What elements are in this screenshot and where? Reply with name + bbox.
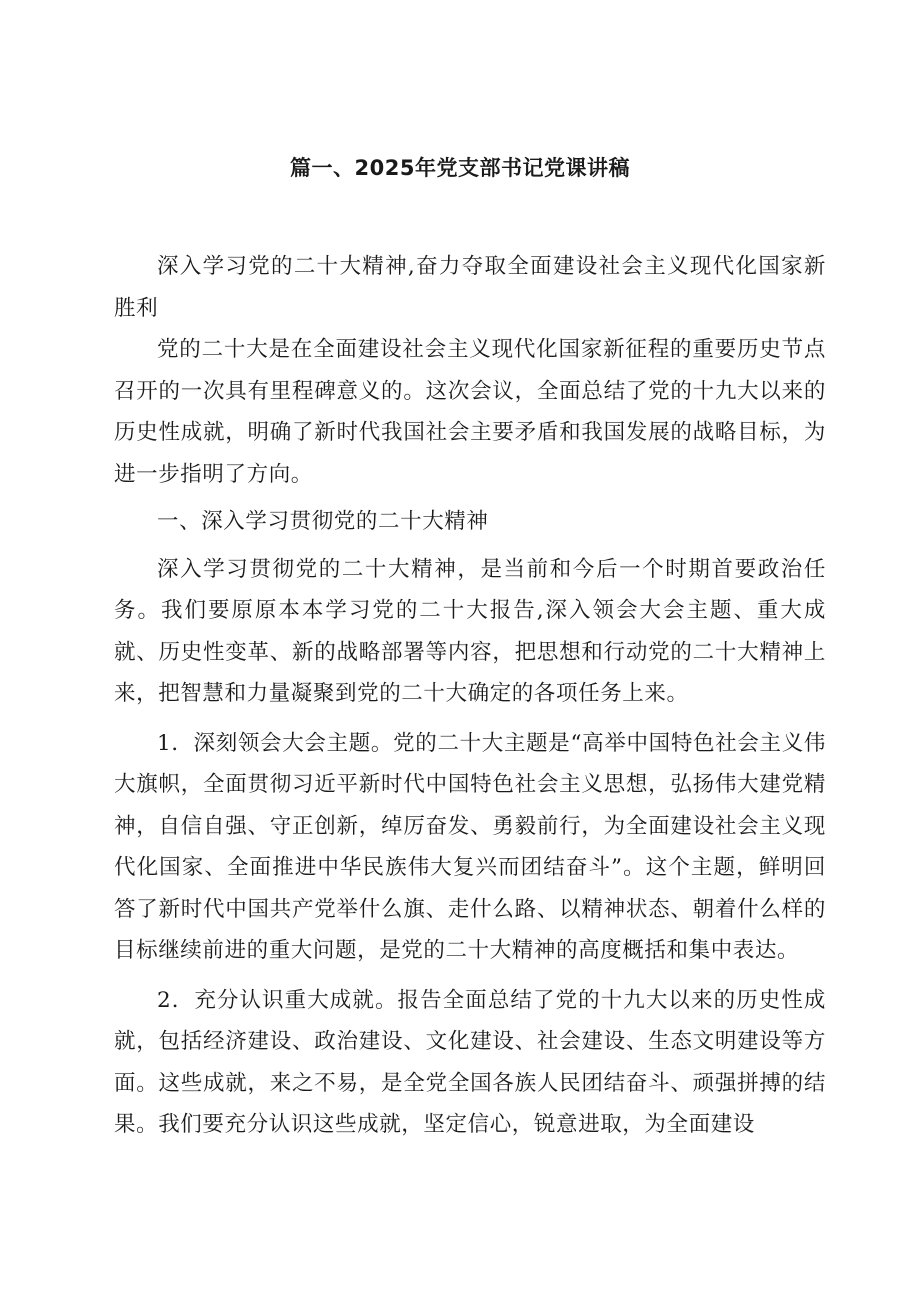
document-title: 篇一、2025年党支部书记党课讲稿	[290, 156, 630, 180]
section-heading-1: 一、深入学习贯彻党的二十大精神	[157, 509, 489, 534]
document-subtitle: 深入学习党的二十大精神,奋力夺取全面建设社会主义现代化国家新胜利	[114, 254, 826, 321]
paragraph-section-1: 深入学习贯彻党的二十大精神，是当前和今后一个时期首要政治任务。我们要原原本本学习党的二十大报告,深入领会大会主题、重大成就、历史性变革、新的战略部署等内容，把思想和行动党的二十大精神上来，把智慧和力量凝聚到党的二十大确定的各项任务上来。	[114, 556, 826, 706]
paragraph-intro: 党的二十大是在全面建设社会主义现代化国家新征程的重要历史节点召开的一次具有里程碑意义的。这次会议，全面总结了党的十九大以来的历史性成就，明确了新时代我国社会主要矛盾和我国发展的战略目标，为进一步指明了方向。	[114, 337, 826, 487]
paragraph-point-1: 1．深刻领会大会主题。党的二十大主题是“高举中国特色社会主义伟大旗帜，全面贯彻习近平新时代中国特色社会主义思想，弘扬伟大建党精神，自信自强、守正创新，绰厉奋发、勇毅前行，为全面建设社会主义现代化国家、全面推进中华民族伟大复兴而团结奋斗”。这个主题，鲜明回答了新时代中国共产党举什么旗、走什么路、以精神状态、朝着什么样的目标继续前进的重大问题，是党的二十大精神的高度概括和集中表达。	[114, 730, 826, 963]
document-body	[114, 246, 826, 1146]
paragraph-point-2: 2．充分认识重大成就。报告全面总结了党的十九大以来的历史性成就，包括经济建设、政治建设、文化建设、社会建设、生态文明建设等方面。这些成就，来之不易，是全党全国各族人民团结奋斗、顽强拼搏的结果。我们要充分认识这些成就，坚定信心，锐意进取，为全面建设	[114, 987, 826, 1137]
